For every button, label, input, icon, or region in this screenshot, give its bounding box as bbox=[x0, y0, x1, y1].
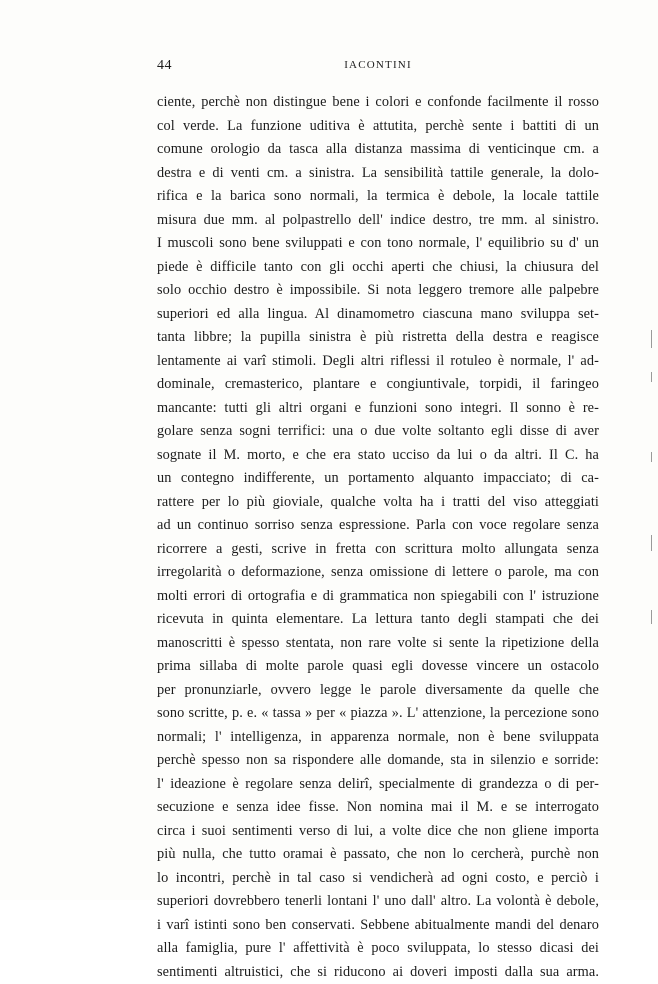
text-line: solo occhio destro è impossibile. Si nota leggero tremore alle palpebre bbox=[157, 279, 599, 303]
body-text bbox=[157, 91, 599, 984]
text-line: ricorrere a gesti, scrive in fretta con scrittura molto allungata senza bbox=[157, 538, 599, 562]
text-line: ricevuta in quinta elementare. La lettura tanto degli stampati che dei bbox=[157, 608, 599, 632]
text-line: rifica e la barica sono normali, la termica è debole, la locale tattile bbox=[157, 185, 599, 209]
text-line: lentamente ai varî stimoli. Degli altri riflessi il rotuleo è normale, l' ad- bbox=[157, 350, 599, 374]
text-line: manoscritti è spesso stentata, non rare volte si sente la ripetizione della bbox=[157, 632, 599, 656]
text-line: sentimenti altruistici, che si riducono ai doveri imposti dalla sua arma. bbox=[157, 961, 599, 984]
text-line: perchè spesso non sa rispondere alle domande, sta in silenzio e sorride: bbox=[157, 749, 599, 773]
text-line: irregolarità o deformazione, senza omissione di lettere o parole, ma con bbox=[157, 561, 599, 585]
text-line: comune orologio da tasca alla distanza massima di venticinque cm. a bbox=[157, 138, 599, 162]
running-title: IACONTINI bbox=[157, 59, 599, 71]
text-line: più nulla, che tutto oramai è passato, che non lo cercherà, purchè non bbox=[157, 843, 599, 867]
page-header bbox=[157, 58, 599, 78]
text-line: ad un continuo sorriso senza espressione. Parla con voce regolare senza bbox=[157, 514, 599, 538]
text-line: destra e di venti cm. a sinistra. La sensibilità tattile generale, la dolo- bbox=[157, 162, 599, 186]
text-line: misura due mm. al polpastrello dell' indice destro, tre mm. al sinistro. bbox=[157, 209, 599, 233]
text-line: superiori ed alla lingua. Al dinamometro ciascuna mano sviluppa set- bbox=[157, 303, 599, 327]
text-line: i varî istinti sono ben conservati. Sebbene abitualmente mandi del denaro bbox=[157, 914, 599, 938]
text-line: circa i suoi sentimenti verso di lui, a volte dice che non gliene importa bbox=[157, 820, 599, 844]
text-line: prima sillaba di molte parole quasi egli dovesse vincere un ostacolo bbox=[157, 655, 599, 679]
scan-edge-mark bbox=[651, 372, 652, 382]
text-line: rattere per lo più gioviale, qualche volta ha i tratti del viso atteggiati bbox=[157, 491, 599, 515]
text-line: superiori dovrebbero tenerli lontani l' uno dall' altro. La volontà è debole, bbox=[157, 890, 599, 914]
text-line: alla famiglia, pure l' affettività è poco sviluppata, lo stesso dicasi dei bbox=[157, 937, 599, 961]
text-line: mancante: tutti gli altri organi e funzioni sono integri. Il sonno è re- bbox=[157, 397, 599, 421]
text-line: secuzione e senza idee fisse. Non nomina mai il M. e se interrogato bbox=[157, 796, 599, 820]
text-line: I muscoli sono bene sviluppati e con tono normale, l' equilibrio su d' un bbox=[157, 232, 599, 256]
text-line: piede è difficile tanto con gli occhi aperti che chiusi, la chiusura del bbox=[157, 256, 599, 280]
text-line: sognate il M. morto, e che era stato ucciso da lui o da altri. Il C. ha bbox=[157, 444, 599, 468]
text-line: sono scritte, p. e. « tassa » per « piazza ». L' attenzione, la percezione sono bbox=[157, 702, 599, 726]
text-line: un contegno indifferente, un portamento alquanto impacciato; di ca- bbox=[157, 467, 599, 491]
text-line: col verde. La funzione uditiva è attutita, perchè sente i battiti di un bbox=[157, 115, 599, 139]
text-line: lo incontri, perchè in tal caso si vendicherà ad ogni costo, e perciò i bbox=[157, 867, 599, 891]
text-line: l' ideazione è regolare senza delirî, specialmente di grandezza o di per- bbox=[157, 773, 599, 797]
text-line: tanta libbre; la pupilla sinistra è più ristretta della destra e reagisce bbox=[157, 326, 599, 350]
page-number: 44 bbox=[157, 58, 172, 74]
text-line: molti errori di ortografia e di grammatica non spiegabili con l' istruzione bbox=[157, 585, 599, 609]
text-line: dominale, cremasterico, plantare e congiuntivale, torpidi, il faringeo bbox=[157, 373, 599, 397]
scan-edge-mark bbox=[651, 330, 652, 348]
scan-edge-mark bbox=[651, 535, 652, 551]
text-line: per pronunziarle, ovvero legge le parole diversamente da quelle che bbox=[157, 679, 599, 703]
text-line: golare senza sogni terrifici: una o due volte soltanto egli disse di aver bbox=[157, 420, 599, 444]
text-line: normali; l' intelligenza, in apparenza normale, non è bene sviluppata bbox=[157, 726, 599, 750]
text-line: ciente, perchè non distingue bene i colori e confonde facilmente il rosso bbox=[157, 91, 599, 115]
scan-edge-mark bbox=[651, 452, 652, 462]
scan-edge-mark bbox=[651, 610, 652, 624]
